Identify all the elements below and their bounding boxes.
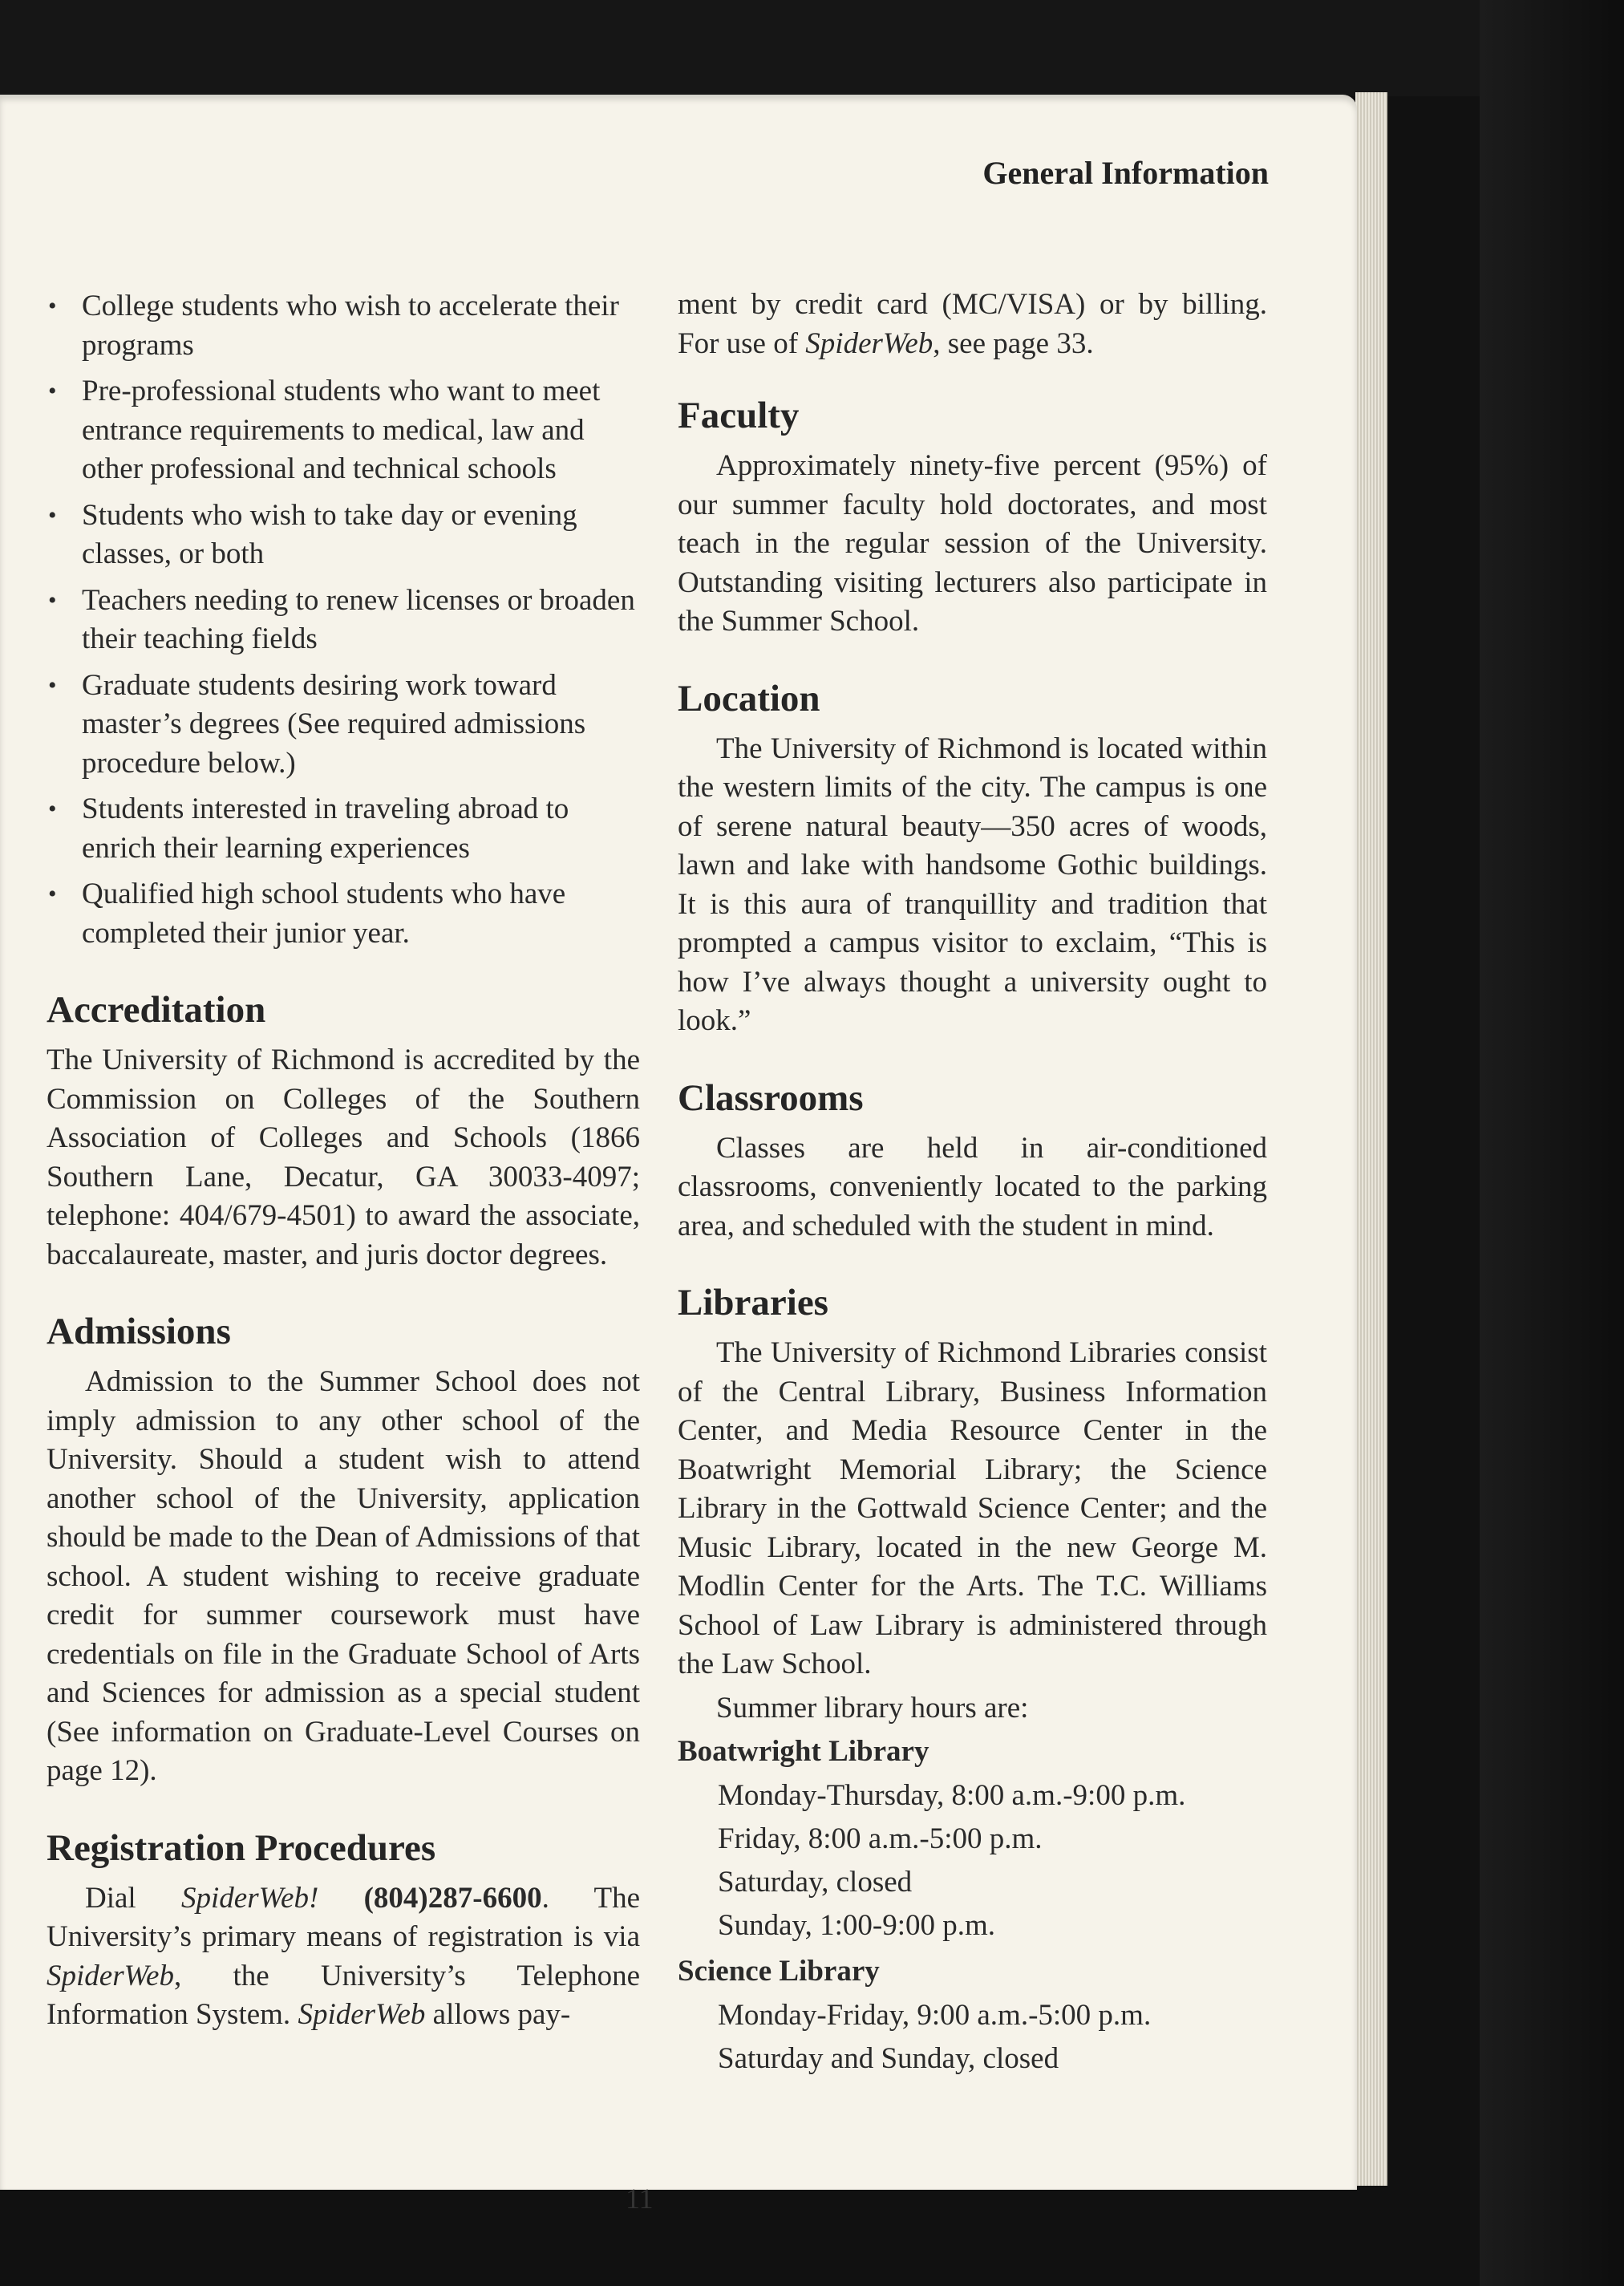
right-column (678, 286, 1267, 2081)
libraries-text: The University of Richmond Libraries consist of the Central Library, Business Information Center, and Media Resource Center in the Boatwright Memorial Library; the Science Library in the Gottwald Science Center; and the Music Library, located in the new George M. Modlin Center for the Arts. The T.C. Williams School of Law Library is administered through the Law School. (678, 1336, 1267, 1680)
faculty-text: Approximately ninety-five percent (95%) of our summer faculty hold doctorates, and most teach in the regular session of the University. Outstanding visiting lecturers also participate in the Summer School. (678, 449, 1267, 638)
hours-line: Monday-Thursday, 8:00 a.m.-9:00 p.m. (718, 1779, 1186, 1812)
accreditation-text: The University of Richmond is accredited by the Commission on Colleges of the Southern Association of Colleges and Schools (1866 Southern Lane, Decatur, GA 30033-4097; telephone: 404/679-4501) to award the associate, baccalaureate, master, and juris doctor degrees. (47, 1044, 640, 1271)
left-column (47, 287, 640, 2035)
bullet-icon: • (48, 501, 57, 529)
science-library-hours (678, 1994, 1267, 2081)
list-item: • College students who wish to accelerate their programs (47, 287, 640, 365)
bullet-icon: • (48, 881, 57, 907)
list-item: • Students who wish to take day or evening classes, or both (47, 497, 640, 574)
classrooms-text: Classes are held in air-conditioned classrooms, conveniently located to the parking area, and scheduled with the student in mind. (678, 1131, 1267, 1242)
binder-top (0, 0, 1624, 96)
list-item: • Graduate students desiring work toward master’s degrees (See required admissions procedure below.) (47, 667, 640, 784)
eligibility-list (47, 287, 640, 953)
bullet-icon: • (48, 796, 57, 822)
running-head: General Information (982, 155, 1269, 191)
page-edges (1355, 92, 1387, 2186)
bullet-icon: • (48, 671, 57, 699)
faculty-heading: Faculty (678, 395, 800, 436)
bullet-icon: • (48, 293, 57, 319)
hours-line: Sunday, 1:00-9:00 p.m. (718, 1909, 996, 1942)
page-number: 11 (626, 2183, 654, 2215)
location-heading: Location (678, 677, 820, 719)
hours-intro: Summer library hours are: (716, 1691, 1029, 1725)
bullet-icon: • (48, 378, 57, 404)
list-item: • Pre-professional students who want to meet entrance requirements to medical, law and other professional and technical schools (47, 372, 640, 489)
registration-text: Dial SpiderWeb! (804)287-6600. The University’s primary means of registration is via SpiderWeb, the University’s Telephone Information System. SpiderWeb allows pay- (47, 1881, 640, 2031)
registration-heading: Registration Procedures (47, 1826, 436, 1869)
boatwright-hours (678, 1774, 1267, 1948)
registration-continued: ment by credit card (MC/VISA) or by billing. For use of SpiderWeb, see page 33. (678, 288, 1267, 360)
boatwright-heading: Boatwright Library (678, 1735, 929, 1768)
accreditation-heading: Accreditation (47, 989, 266, 1031)
admissions-text: Admission to the Summer School does not imply admission to any other school of the University. Should a student wish to attend another school of the University, application should be made to the Dean of Admissions of that school. A student wishing to receive graduate credit for summer coursework must have credentials on file in the Graduate School of Arts and Sciences for admission as a special student (See information on Graduate-Level Courses on page 12). (47, 1365, 640, 1787)
hours-line: Friday, 8:00 a.m.-5:00 p.m. (718, 1822, 1043, 1855)
hours-line: Saturday and Sunday, closed (718, 2042, 1059, 2075)
admissions-heading: Admissions (47, 1311, 231, 1352)
registration-phone: (804)287-6600 (363, 1881, 542, 1915)
location-text: The University of Richmond is located within the western limits of the city. The campus is one of serene natural beauty—350 acres of woods, lawn and lake with handsome Gothic buildings. It is this aura of tranquillity and tradition that prompted a campus visitor to exclaim, “This is how I’ve always thought a university ought to look.” (678, 732, 1267, 1037)
classrooms-heading: Classrooms (678, 1076, 864, 1119)
list-item: • Teachers needing to renew licenses or broaden their teaching fields (47, 582, 640, 659)
science-library-heading: Science Library (678, 1955, 880, 1988)
page (0, 95, 1357, 2215)
list-item: • Students interested in traveling abroad to enrich their learning experiences (47, 790, 640, 868)
binder-spine (1480, 0, 1624, 2286)
hours-line: Saturday, closed (718, 1866, 913, 1899)
hours-line: Monday-Friday, 9:00 a.m.-5:00 p.m. (718, 1999, 1152, 2032)
libraries-heading: Libraries (678, 1282, 828, 1323)
bullet-icon: • (48, 586, 57, 614)
list-item: • Qualified high school students who have completed their junior year. (47, 875, 640, 953)
